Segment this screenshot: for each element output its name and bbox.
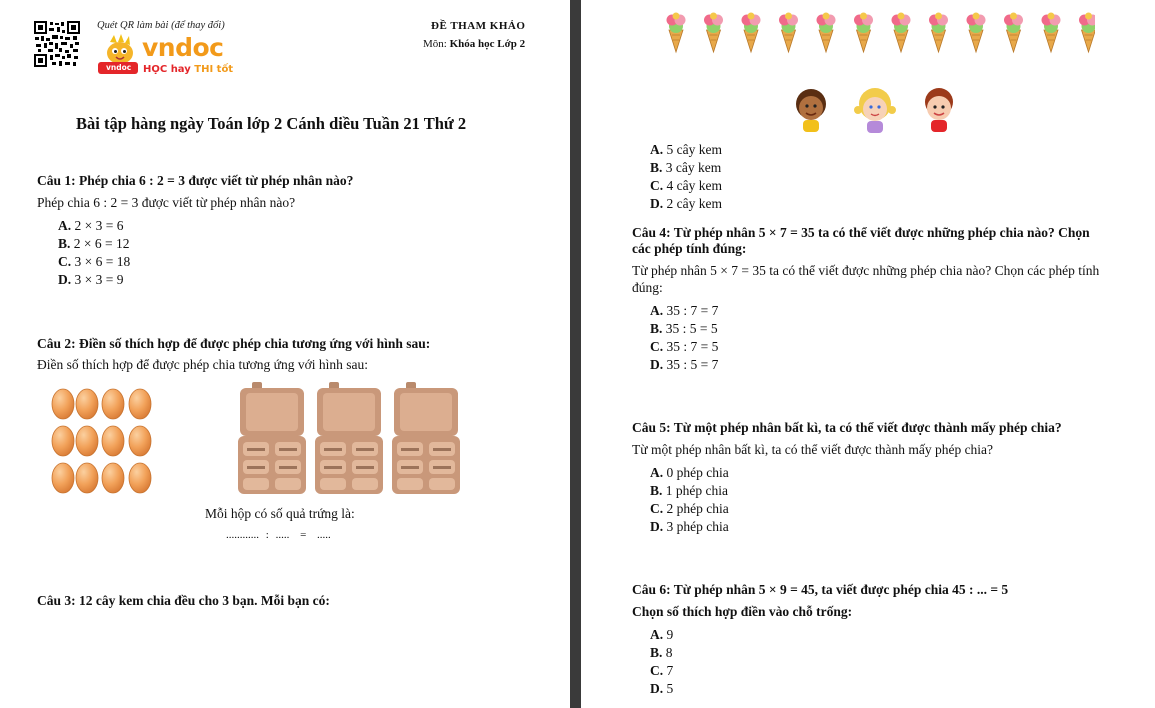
q2-caption: Mỗi hộp có số quả trứng là: bbox=[205, 506, 355, 521]
page-title: Bài tập hàng ngày Toán lớp 2 Cánh diều Tuần 21 Thứ 2 bbox=[76, 114, 467, 133]
q3-option-d[interactable]: D. 2 cây kem bbox=[650, 196, 722, 211]
q6-question-line1: Câu 6: Từ phép nhân 5 × 9 = 45, ta viết được phép chia 45 : ... = 5 bbox=[632, 582, 1009, 597]
q4-question-line2: các phép tính đúng: bbox=[632, 241, 747, 256]
egg-icon bbox=[129, 426, 151, 456]
q4-question-line1: Câu 4: Từ phép nhân 5 × 7 = 35 ta có thể viết được những phép chia nào? Chọn bbox=[632, 225, 1090, 240]
child-boy-icon bbox=[796, 89, 826, 132]
q5-repeat: Từ một phép nhân bất kì, ta có thể viết được thành mấy phép chia? bbox=[632, 442, 994, 457]
ice-cream-icon bbox=[742, 13, 761, 53]
logo-text: vndoc bbox=[142, 33, 224, 62]
children-illustration bbox=[789, 84, 961, 138]
q1-question: Câu 1: Phép chia 6 : 2 = 3 được viết từ phép nhân nào? bbox=[37, 173, 354, 188]
fill-blank-3[interactable]: ..... bbox=[317, 529, 331, 541]
q1-repeat: Phép chia 6 : 2 = 3 được viết từ phép nhân nào? bbox=[37, 195, 296, 210]
child-boy-icon bbox=[925, 88, 953, 132]
logo-badge-text: vndoc bbox=[106, 63, 132, 72]
q4-option-c[interactable]: C. 35 : 7 = 5 bbox=[650, 339, 719, 354]
ice-cream-icon bbox=[817, 13, 836, 53]
q3-option-a[interactable]: A. 5 cây kem bbox=[650, 142, 722, 157]
egg-icon bbox=[52, 426, 74, 456]
egg-icon bbox=[129, 463, 151, 493]
q4-repeat-line2: đúng: bbox=[632, 280, 663, 295]
logo-slogan bbox=[143, 64, 233, 75]
ice-cream-icon bbox=[779, 13, 798, 53]
q6-option-b[interactable]: B. 8 bbox=[650, 645, 673, 660]
q4-repeat-line1: Từ phép nhân 5 × 7 = 35 ta có thể viết được những phép chia nào? Chọn các phép tính bbox=[632, 263, 1100, 278]
q6-option-a[interactable]: A. 9 bbox=[650, 627, 674, 642]
ice-cream-icon bbox=[1004, 13, 1023, 53]
egg-icon bbox=[52, 463, 74, 493]
q3-option-b[interactable]: B. 3 cây kem bbox=[650, 160, 722, 175]
egg-cartons-illustration bbox=[237, 382, 465, 498]
q4-option-d[interactable]: D. 35 : 5 = 7 bbox=[650, 357, 719, 372]
ice-cream-icon bbox=[667, 13, 686, 53]
subject-line bbox=[423, 38, 525, 50]
egg-icon bbox=[76, 389, 98, 419]
q1-option-b[interactable]: B. 2 × 6 = 12 bbox=[58, 236, 130, 251]
egg-icon bbox=[102, 426, 124, 456]
q6-option-d[interactable]: D. 5 bbox=[650, 681, 674, 696]
page-divider bbox=[570, 0, 581, 708]
q2-repeat: Điền số thích hợp để được phép chia tương ứng với hình sau: bbox=[37, 357, 368, 372]
egg-icon bbox=[76, 426, 98, 456]
ice-cream-icon bbox=[1042, 13, 1061, 53]
egg-carton-icon bbox=[392, 382, 460, 494]
q5-option-d[interactable]: D. 3 phép chia bbox=[650, 519, 729, 534]
subject-prefix: Môn: bbox=[423, 38, 447, 50]
ice-cream-icon bbox=[892, 13, 911, 53]
egg-icon bbox=[129, 389, 151, 419]
ice-cream-icon bbox=[1079, 13, 1095, 53]
eggs-illustration bbox=[46, 384, 158, 498]
q2-question: Câu 2: Điền số thích hợp để được phép chia tương ứng với hình sau: bbox=[37, 336, 431, 351]
q5-question: Câu 5: Từ một phép nhân bất kì, ta có thể viết được thành mấy phép chia? bbox=[632, 420, 1062, 435]
fill-blank-1[interactable]: ............ bbox=[226, 529, 259, 541]
q1-option-a[interactable]: A. 2 × 3 = 6 bbox=[58, 218, 124, 233]
q6-question-line2: Chọn số thích hợp điền vào chỗ trống: bbox=[632, 604, 853, 619]
ice-cream-icon bbox=[929, 13, 948, 53]
q6-option-c[interactable]: C. 7 bbox=[650, 663, 674, 678]
q4-option-b[interactable]: B. 35 : 5 = 5 bbox=[650, 321, 718, 336]
fill-colon: : bbox=[265, 529, 269, 541]
egg-carton-icon bbox=[315, 382, 383, 494]
child-girl-icon bbox=[854, 88, 896, 133]
egg-icon bbox=[102, 389, 124, 419]
ice-cream-icon bbox=[967, 13, 986, 53]
logo-slogan-part1: HỌC hay bbox=[143, 64, 191, 75]
fill-blank-2[interactable]: ..... bbox=[275, 529, 290, 541]
logo-slogan-part2: THI tốt bbox=[194, 64, 234, 75]
egg-carton-icon bbox=[238, 382, 306, 494]
q4-option-a[interactable]: A. 35 : 7 = 7 bbox=[650, 303, 719, 318]
q2-fill-line bbox=[226, 529, 331, 541]
q5-option-b[interactable]: B. 1 phép chia bbox=[650, 483, 728, 498]
q1-option-d[interactable]: D. 3 × 3 = 9 bbox=[58, 272, 124, 287]
ice-creams-illustration bbox=[663, 12, 1095, 54]
fill-equals: = bbox=[300, 529, 307, 541]
egg-icon bbox=[76, 463, 98, 493]
ice-cream-icon bbox=[704, 13, 723, 53]
vndoc-logo[interactable] bbox=[96, 34, 236, 80]
qr-code-icon bbox=[34, 21, 80, 67]
ice-cream-icon bbox=[854, 13, 873, 53]
egg-icon bbox=[52, 389, 74, 419]
left-page bbox=[0, 0, 570, 708]
qr-note: Quét QR làm bài (để thay đổi) bbox=[97, 20, 225, 31]
q5-option-c[interactable]: C. 2 phép chia bbox=[650, 501, 729, 516]
q5-option-a[interactable]: A. 0 phép chia bbox=[650, 465, 729, 480]
q1-option-c[interactable]: C. 3 × 6 = 18 bbox=[58, 254, 131, 269]
q3-question: Câu 3: 12 cây kem chia đều cho 3 bạn. Mỗi bạn có: bbox=[37, 593, 330, 608]
reference-label: ĐỀ THAM KHẢO bbox=[431, 20, 526, 32]
subject-value: Khóa học Lớp 2 bbox=[449, 38, 526, 50]
q3-option-c[interactable]: C. 4 cây kem bbox=[650, 178, 722, 193]
egg-icon bbox=[102, 463, 124, 493]
right-page bbox=[581, 0, 1155, 708]
